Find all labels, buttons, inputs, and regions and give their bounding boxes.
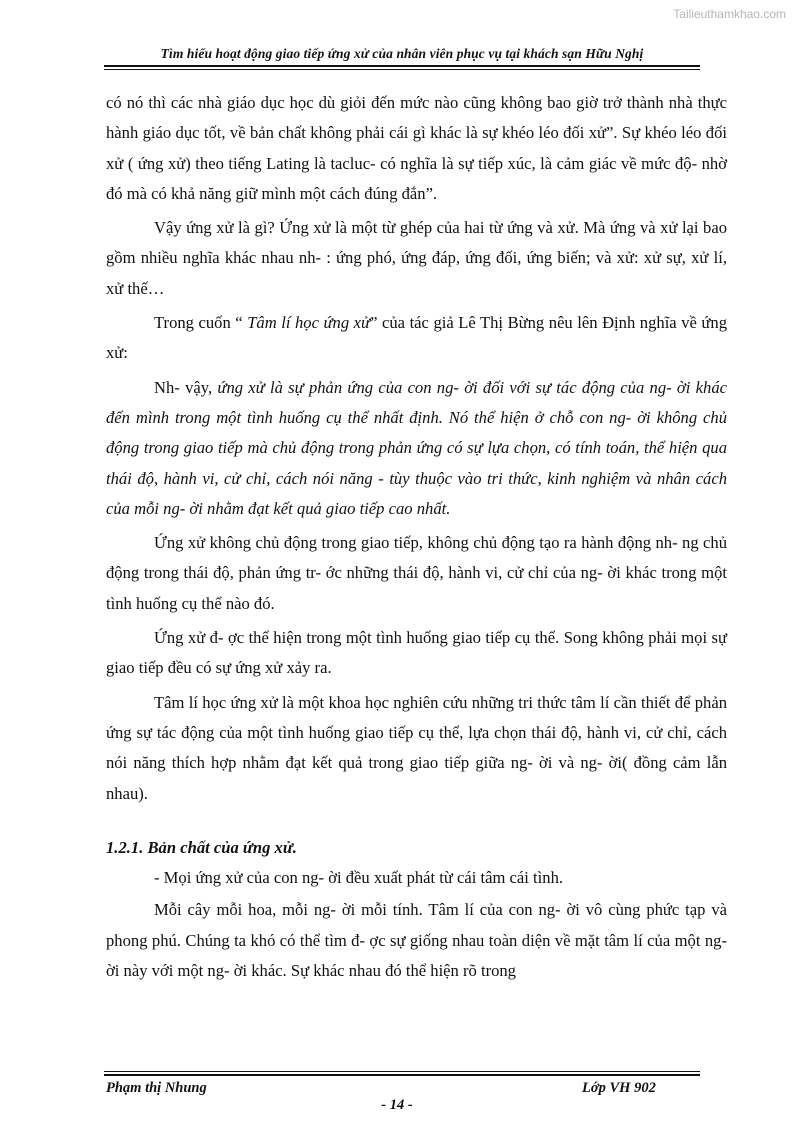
footer-rule-thin — [104, 1071, 700, 1072]
paragraph-section-body: Mỗi cây mỗi hoa, mỗi ng- ời mỗi tính. Tâm lí của con ng- ời vô cùng phức tạp và phong phú. Chúng ta khó có thể tìm đ- ợc sự giống nhau toàn diện về mặt tâm lí của một ng- ời này với một ng- ời khác. Sự khác nhau đó thể hiện rõ trong — [106, 900, 727, 981]
definition-lead: Nh- vậy, — [154, 377, 218, 397]
book-ref-before: Trong cuốn “ — [154, 313, 248, 333]
paragraph-definition — [106, 373, 727, 524]
header-rule-thin — [104, 69, 700, 70]
definition-text: ứng xử là sự phản ứng của con ng- ời đối với sự tác động của ng- ời khác đến mình trong một tình huống cụ thể nhất định. Nó thể hiện ở chỗ con ng- ời không chủ động trong giao tiếp mà chủ động trong phản ứng có sự lựa chọn, có tính toán, thể hiện qua thái độ, hành vi, cử chỉ, cách nói năng - tùy thuộc vào tri thức, kinh nghiệm và nhân cách của mỗi ng- ời nhằm đạt kết quả giao tiếp cao nhất. — [106, 377, 727, 518]
section-heading: 1.2.1. Bản chất của ứng xử. — [106, 837, 297, 857]
paragraph-situation: Ứng xử đ- ợc thể hiện trong một tình huống giao tiếp cụ thể. Song không phải mọi sự giao tiếp đều có sự ứng xử xảy ra. — [106, 628, 727, 678]
footer-class-label: Lớp VH 902 — [582, 1080, 656, 1096]
paragraph-not-proactive: Ứng xử không chủ động trong giao tiếp, không chủ động tạo ra hành động nh- ng chủ động trong thái độ, phản ứng tr- ớc những thái độ, hành vi, cử chỉ của ng- ời khác trong một tình huống cụ thể nào đó. — [106, 533, 727, 613]
page-body — [106, 88, 727, 990]
paragraph-continuation: có nó thì các nhà giáo dục học dù giỏi đến mức nào cũng không bao giờ trở thành nhà thực hành giáo dục tốt, về bản chất không phải cái gì khác là sự khéo léo đối xử”. Sự khéo léo đối xử ( ứng xử) theo tiếng Lating là tacluc- có nghĩa là sự tiếp xúc, là cảm giác về mức độ- nhờ đó mà có khả năng giữ mình một cách đúng đắn”. — [106, 93, 727, 203]
header-rule-thick — [104, 65, 700, 67]
footer-rule-thick — [104, 1074, 700, 1076]
book-title: Tâm lí học ứng xử — [247, 313, 371, 333]
paragraph-psychology-of-behaviour: Tâm lí học ứng xử là một khoa học nghiên cứu những tri thức tâm lí cần thiết để phản ứng sự tác động của một tình huống giao tiếp cụ thể, lựa chọn thái độ, hành vi, cử chỉ, cách nói năng thích hợp nhằm đạt kết quả trong giao tiếp giữa ng- ời và ng- ời( đồng cảm lẫn nhau). — [106, 692, 727, 803]
section-bullet: - Mọi ứng xử của con ng- ời đều xuất phát từ cái tâm cái tình. — [154, 868, 564, 888]
paragraph-what-is-ung-xu: Vậy ứng xử là gì? Ứng xử là một từ ghép của hai từ ứng và xử. Mà ứng và xử lại bao gồm nhiều nghĩa khác nhau nh- : ứng phó, ứng đáp, ứng đối, ứng biến; và xử: xử sự, xử lí, xử thế… — [106, 218, 727, 298]
watermark: Tailieuthamkhao.com — [673, 7, 786, 21]
paragraph-book-reference — [106, 308, 727, 369]
book-ref-after: ” của tác giả Lê Thị Bừng nêu lên Định nghĩa về ứng xử: — [106, 313, 727, 363]
running-header-title: Tìm hiểu hoạt động giao tiếp ứng xử của nhân viên phục vụ tại khách sạn Hữu Nghị — [160, 46, 644, 61]
footer-author: Phạm thị Nhung — [106, 1080, 207, 1096]
page-number: - 14 - — [381, 1097, 413, 1113]
